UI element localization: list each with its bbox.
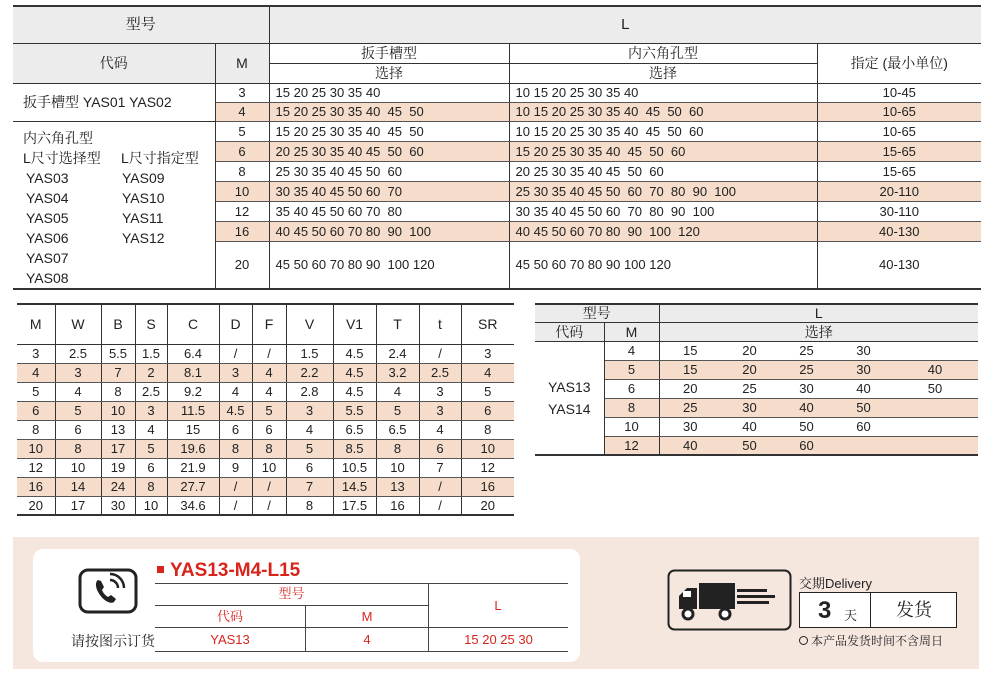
yas13-header-L: L bbox=[659, 304, 978, 322]
code-item: YAS03 bbox=[26, 169, 69, 186]
wrench-values: 25 30 35 40 45 50 60 bbox=[275, 163, 403, 179]
l-value bbox=[892, 436, 978, 455]
dim-cell: 5.5 bbox=[101, 344, 135, 363]
order-header-M: M bbox=[306, 606, 429, 628]
specify-range: 40-130 bbox=[817, 241, 981, 288]
dim-header: S bbox=[135, 304, 167, 344]
dim-cell: 6 bbox=[419, 439, 461, 458]
code-item: YAS08 bbox=[26, 269, 69, 286]
dim-cell: 3.2 bbox=[376, 363, 419, 382]
dim-header: D bbox=[219, 304, 252, 344]
dim-cell: 10 bbox=[55, 458, 101, 477]
dim-cell: 13 bbox=[376, 477, 419, 496]
dim-cell: 5 bbox=[135, 439, 167, 458]
dim-header: T bbox=[376, 304, 419, 344]
header-select-wrench: 选择 bbox=[269, 63, 509, 83]
l-value bbox=[835, 436, 892, 455]
header-L: L bbox=[269, 6, 981, 43]
dim-cell: 10 bbox=[376, 458, 419, 477]
dim-cell: 14 bbox=[55, 477, 101, 496]
dim-cell: 8.1 bbox=[167, 363, 219, 382]
dim-cell: 3 bbox=[55, 363, 101, 382]
dim-cell: 5 bbox=[55, 401, 101, 420]
dim-cell: 4 bbox=[55, 382, 101, 401]
l-value: 40 bbox=[835, 379, 892, 398]
m-value: 8 bbox=[215, 161, 269, 181]
code-item: YAS14 bbox=[547, 400, 591, 417]
dim-header: M bbox=[17, 304, 55, 344]
phone-icon bbox=[78, 568, 138, 614]
dim-header-row bbox=[17, 304, 514, 344]
dim-cell: 2 bbox=[135, 363, 167, 382]
dim-cell: / bbox=[419, 496, 461, 515]
m-value: 10 bbox=[604, 417, 659, 436]
dim-cell: 8 bbox=[55, 439, 101, 458]
dim-cell: 14.5 bbox=[333, 477, 376, 496]
dim-cell: 20 bbox=[17, 496, 55, 515]
table-row bbox=[17, 401, 514, 420]
code-item: YAS09 bbox=[122, 169, 165, 186]
delivery-ship: 发货 bbox=[896, 600, 932, 620]
dim-header: V bbox=[286, 304, 333, 344]
code-item: YAS13 bbox=[547, 378, 591, 395]
l-value bbox=[892, 398, 978, 417]
header-xinghao: 型号 bbox=[13, 6, 269, 43]
dim-cell: 4 bbox=[252, 363, 286, 382]
dim-cell: 6.5 bbox=[376, 420, 419, 439]
code-item: YAS04 bbox=[26, 189, 69, 206]
circle-icon bbox=[799, 636, 808, 645]
dim-cell: 8 bbox=[219, 439, 252, 458]
dim-cell: 6 bbox=[219, 420, 252, 439]
code-item: YAS07 bbox=[26, 249, 69, 266]
dim-cell: 2.2 bbox=[286, 363, 333, 382]
m-value: 12 bbox=[215, 201, 269, 221]
header-M: M bbox=[215, 43, 269, 83]
dim-cell: 16 bbox=[376, 496, 419, 515]
dim-cell: 7 bbox=[286, 477, 333, 496]
dimension-table bbox=[17, 303, 514, 516]
l-value: 25 bbox=[721, 379, 778, 398]
order-example-card bbox=[33, 549, 580, 662]
dim-cell: 3 bbox=[219, 363, 252, 382]
delivery-days: 3 bbox=[818, 597, 832, 624]
m-value: 5 bbox=[215, 121, 269, 141]
header-select-hex: 选择 bbox=[509, 63, 817, 83]
codes-wrench: 扳手槽型 YAS01 YAS02 bbox=[13, 83, 215, 121]
dim-header: V1 bbox=[333, 304, 376, 344]
dim-cell: 4 bbox=[376, 382, 419, 401]
dim-cell: 4.5 bbox=[333, 382, 376, 401]
dim-cell: 5 bbox=[252, 401, 286, 420]
dim-cell: 3 bbox=[419, 382, 461, 401]
l-value: 30 bbox=[835, 341, 892, 360]
dim-cell: 10.5 bbox=[333, 458, 376, 477]
hex-values: 15 20 25 30 35 40 45 50 60 bbox=[515, 143, 686, 159]
l-value: 20 bbox=[659, 379, 721, 398]
table-row bbox=[13, 121, 981, 141]
l-value: 30 bbox=[778, 379, 835, 398]
code-item: YAS05 bbox=[26, 209, 69, 226]
hex-values: 10 15 20 25 30 35 40 45 50 60 bbox=[515, 123, 704, 139]
code-item: YAS12 bbox=[122, 229, 165, 246]
order-value-code: YAS13 bbox=[155, 628, 306, 651]
dim-cell: 8 bbox=[461, 420, 514, 439]
l-value: 30 bbox=[835, 360, 892, 379]
l-value: 60 bbox=[835, 417, 892, 436]
l-value: 40 bbox=[778, 398, 835, 417]
dim-cell: 5 bbox=[376, 401, 419, 420]
dim-cell: 5.5 bbox=[333, 401, 376, 420]
l-value: 15 bbox=[659, 341, 721, 360]
dim-cell: 12 bbox=[17, 458, 55, 477]
yas13-header-M: M bbox=[604, 322, 659, 341]
dim-cell: 4 bbox=[135, 420, 167, 439]
delivery-note-row bbox=[799, 632, 943, 649]
m-value: 4 bbox=[604, 341, 659, 360]
dim-cell: 3 bbox=[135, 401, 167, 420]
dim-cell: 6 bbox=[252, 420, 286, 439]
dim-cell: 10 bbox=[101, 401, 135, 420]
dim-cell: 4 bbox=[219, 382, 252, 401]
dim-cell: 7 bbox=[101, 363, 135, 382]
dim-cell: / bbox=[419, 344, 461, 363]
dim-cell: 8 bbox=[286, 496, 333, 515]
dim-cell: 2.8 bbox=[286, 382, 333, 401]
order-header-L: L bbox=[428, 584, 568, 628]
l-value: 50 bbox=[892, 379, 978, 398]
example-code-marker bbox=[157, 566, 164, 573]
dim-cell: / bbox=[219, 477, 252, 496]
dim-cell: 6.5 bbox=[333, 420, 376, 439]
dim-cell: 6 bbox=[17, 401, 55, 420]
table-row bbox=[17, 458, 514, 477]
code-item: YAS11 bbox=[122, 209, 164, 226]
l-value: 40 bbox=[659, 436, 721, 455]
dim-cell: 4 bbox=[419, 420, 461, 439]
dim-cell: 17 bbox=[101, 439, 135, 458]
dim-cell: 6 bbox=[135, 458, 167, 477]
dim-cell: 30 bbox=[101, 496, 135, 515]
wrench-values: 15 20 25 30 35 40 45 50 bbox=[275, 123, 424, 139]
m-value: 8 bbox=[604, 398, 659, 417]
dim-cell: 9 bbox=[219, 458, 252, 477]
delivery-note: 本产品发货时间不含周日 bbox=[811, 634, 944, 648]
hex-values: 10 15 20 25 30 35 40 45 50 60 bbox=[515, 104, 704, 119]
dim-cell: / bbox=[219, 344, 252, 363]
dim-cell: 10 bbox=[252, 458, 286, 477]
dim-cell: 4.5 bbox=[333, 363, 376, 382]
m-value: 4 bbox=[215, 102, 269, 121]
l-value: 30 bbox=[721, 398, 778, 417]
dim-cell: / bbox=[419, 477, 461, 496]
order-table bbox=[155, 583, 568, 652]
dim-cell: / bbox=[252, 344, 286, 363]
header-hex-type: 内六角孔型 bbox=[509, 43, 817, 63]
codes-L-select: L尺寸选择型 bbox=[23, 149, 101, 166]
dim-header: SR bbox=[461, 304, 514, 344]
table-row bbox=[17, 382, 514, 401]
specify-range: 10-65 bbox=[817, 121, 981, 141]
order-banner bbox=[13, 537, 979, 669]
dim-cell: 27.7 bbox=[167, 477, 219, 496]
dim-cell: 6.4 bbox=[167, 344, 219, 363]
table-row bbox=[17, 496, 514, 515]
wrench-values: 15 20 25 30 35 40 45 50 bbox=[275, 104, 424, 119]
dim-cell: 3 bbox=[17, 344, 55, 363]
dim-cell: 6 bbox=[55, 420, 101, 439]
order-header-daima: 代码 bbox=[155, 606, 306, 628]
delivery-label: 交期Delivery bbox=[799, 576, 872, 591]
l-value: 25 bbox=[778, 360, 835, 379]
l-value: 20 bbox=[721, 341, 778, 360]
dim-cell: 12 bbox=[461, 458, 514, 477]
header-daima: 代码 bbox=[13, 43, 215, 83]
table-row bbox=[17, 344, 514, 363]
order-header-xinghao: 型号 bbox=[155, 584, 429, 606]
table-row bbox=[17, 477, 514, 496]
dim-cell: 2.5 bbox=[55, 344, 101, 363]
m-value: 16 bbox=[215, 221, 269, 241]
code-item: YAS10 bbox=[122, 189, 165, 206]
m-value: 5 bbox=[604, 360, 659, 379]
dim-cell: 5 bbox=[286, 439, 333, 458]
m-value: 20 bbox=[215, 241, 269, 288]
specify-range: 20-110 bbox=[817, 181, 981, 201]
dim-cell: 4.5 bbox=[333, 344, 376, 363]
dim-cell: 2.4 bbox=[376, 344, 419, 363]
dim-cell: 2.5 bbox=[419, 363, 461, 382]
dim-cell: 20 bbox=[461, 496, 514, 515]
l-value: 50 bbox=[721, 436, 778, 455]
l-value: 25 bbox=[778, 341, 835, 360]
table-row bbox=[17, 439, 514, 458]
hex-values: 10 15 20 25 30 35 40 bbox=[515, 85, 639, 100]
dim-cell: 8 bbox=[135, 477, 167, 496]
dim-cell: 8 bbox=[17, 420, 55, 439]
wrench-values: 30 35 40 45 50 60 70 bbox=[275, 183, 403, 199]
dim-cell: 15 bbox=[167, 420, 219, 439]
l-value: 40 bbox=[892, 360, 978, 379]
header-wrench-type: 扳手槽型 bbox=[269, 43, 509, 63]
dim-cell: 10 bbox=[17, 439, 55, 458]
dim-cell: 13 bbox=[101, 420, 135, 439]
hex-values: 30 35 40 45 50 60 70 80 90 100 bbox=[515, 203, 715, 219]
l-value: 40 bbox=[721, 417, 778, 436]
hex-values: 25 30 35 40 45 50 60 70 80 90 100 bbox=[515, 183, 736, 199]
codes-hex-title: 内六角孔型 bbox=[23, 129, 93, 146]
dim-cell: 3 bbox=[461, 344, 514, 363]
yas13-codes bbox=[535, 341, 604, 455]
dim-cell: 4 bbox=[17, 363, 55, 382]
dim-cell: 5 bbox=[17, 382, 55, 401]
dim-header: B bbox=[101, 304, 135, 344]
dim-cell: 3 bbox=[286, 401, 333, 420]
dim-cell: 8 bbox=[252, 439, 286, 458]
specify-range: 15-65 bbox=[817, 161, 981, 181]
order-value-L: 15 20 25 30 bbox=[464, 632, 533, 647]
wrench-values: 45 50 60 70 80 90 100 120 bbox=[275, 257, 435, 273]
specify-range: 10-45 bbox=[817, 83, 981, 102]
m-value: 10 bbox=[215, 181, 269, 201]
example-code: YAS13-M4-L15 bbox=[170, 560, 301, 581]
l-value: 60 bbox=[778, 436, 835, 455]
wrench-values: 20 25 30 35 40 45 50 60 bbox=[275, 143, 424, 159]
codes-hex-block bbox=[13, 121, 215, 289]
dim-cell: 1.5 bbox=[135, 344, 167, 363]
dim-cell: 6 bbox=[286, 458, 333, 477]
codes-L-specify: L尺寸指定型 bbox=[121, 149, 199, 166]
dim-header: W bbox=[55, 304, 101, 344]
l-value: 50 bbox=[835, 398, 892, 417]
dim-cell: 21.9 bbox=[167, 458, 219, 477]
dim-header: t bbox=[419, 304, 461, 344]
table-row bbox=[17, 363, 514, 382]
specify-range: 15-65 bbox=[817, 141, 981, 161]
table-row bbox=[17, 420, 514, 439]
hex-values: 40 45 50 60 70 80 90 100 120 bbox=[515, 223, 700, 239]
l-value: 50 bbox=[778, 417, 835, 436]
yas13-table bbox=[535, 303, 978, 456]
dim-header: F bbox=[252, 304, 286, 344]
dim-cell: / bbox=[252, 496, 286, 515]
dim-cell: 4 bbox=[461, 363, 514, 382]
hex-values: 45 50 60 70 80 90 100 120 bbox=[515, 257, 671, 273]
dim-cell: 1.5 bbox=[286, 344, 333, 363]
dim-cell: 24 bbox=[101, 477, 135, 496]
dim-cell: 4 bbox=[252, 382, 286, 401]
dim-cell: 10 bbox=[135, 496, 167, 515]
yas13-header-xinghao: 型号 bbox=[535, 304, 659, 322]
wrench-values: 15 20 25 30 35 40 bbox=[275, 85, 381, 100]
dim-cell: 5 bbox=[461, 382, 514, 401]
dim-cell: 34.6 bbox=[167, 496, 219, 515]
dim-cell: 11.5 bbox=[167, 401, 219, 420]
yas13-header-select: 选择 bbox=[659, 322, 978, 341]
table-row bbox=[13, 83, 981, 102]
delivery-box bbox=[799, 592, 957, 628]
order-value-M: 4 bbox=[306, 628, 429, 651]
dim-cell: 6 bbox=[461, 401, 514, 420]
l-value: 15 bbox=[659, 360, 721, 379]
dim-cell: 8.5 bbox=[333, 439, 376, 458]
yas13-header-daima: 代码 bbox=[535, 322, 604, 341]
l-value bbox=[892, 417, 978, 436]
m-value: 12 bbox=[604, 436, 659, 455]
dim-header: C bbox=[167, 304, 219, 344]
dim-cell: 8 bbox=[376, 439, 419, 458]
m-value: 6 bbox=[604, 379, 659, 398]
dim-cell: / bbox=[219, 496, 252, 515]
dim-cell: 8 bbox=[101, 382, 135, 401]
l-value bbox=[892, 341, 978, 360]
m-value: 6 bbox=[215, 141, 269, 161]
l-value: 20 bbox=[721, 360, 778, 379]
hex-values: 20 25 30 35 40 45 50 60 bbox=[515, 163, 664, 179]
specify-range: 40-130 bbox=[817, 221, 981, 241]
dim-cell: 3 bbox=[419, 401, 461, 420]
code-item: YAS06 bbox=[26, 229, 69, 246]
m-value: 3 bbox=[215, 83, 269, 102]
dim-cell: 2.5 bbox=[135, 382, 167, 401]
wrench-values: 35 40 45 50 60 70 80 bbox=[275, 203, 403, 219]
dim-cell: 17.5 bbox=[333, 496, 376, 515]
specify-range: 10-65 bbox=[817, 102, 981, 121]
truck-icon bbox=[667, 569, 792, 631]
dim-cell: 4 bbox=[286, 420, 333, 439]
l-value: 30 bbox=[659, 417, 721, 436]
dim-cell: 7 bbox=[419, 458, 461, 477]
l-value: 25 bbox=[659, 398, 721, 417]
specify-range: 30-110 bbox=[817, 201, 981, 221]
dim-cell: 16 bbox=[17, 477, 55, 496]
dim-cell: 10 bbox=[461, 439, 514, 458]
dim-cell: 19.6 bbox=[167, 439, 219, 458]
dim-cell: 4.5 bbox=[219, 401, 252, 420]
dim-cell: 17 bbox=[55, 496, 101, 515]
phone-label: 请按图示订货 bbox=[71, 633, 155, 649]
dim-cell: 19 bbox=[101, 458, 135, 477]
dim-cell: 9.2 bbox=[167, 382, 219, 401]
wrench-values: 40 45 50 60 70 80 90 100 bbox=[275, 223, 431, 239]
dim-cell: 16 bbox=[461, 477, 514, 496]
header-specify: 指定 (最小单位) bbox=[817, 43, 981, 83]
table-row bbox=[535, 341, 978, 360]
dim-cell: / bbox=[252, 477, 286, 496]
delivery-days-unit: 天 bbox=[844, 608, 858, 623]
main-spec-table bbox=[13, 5, 981, 290]
